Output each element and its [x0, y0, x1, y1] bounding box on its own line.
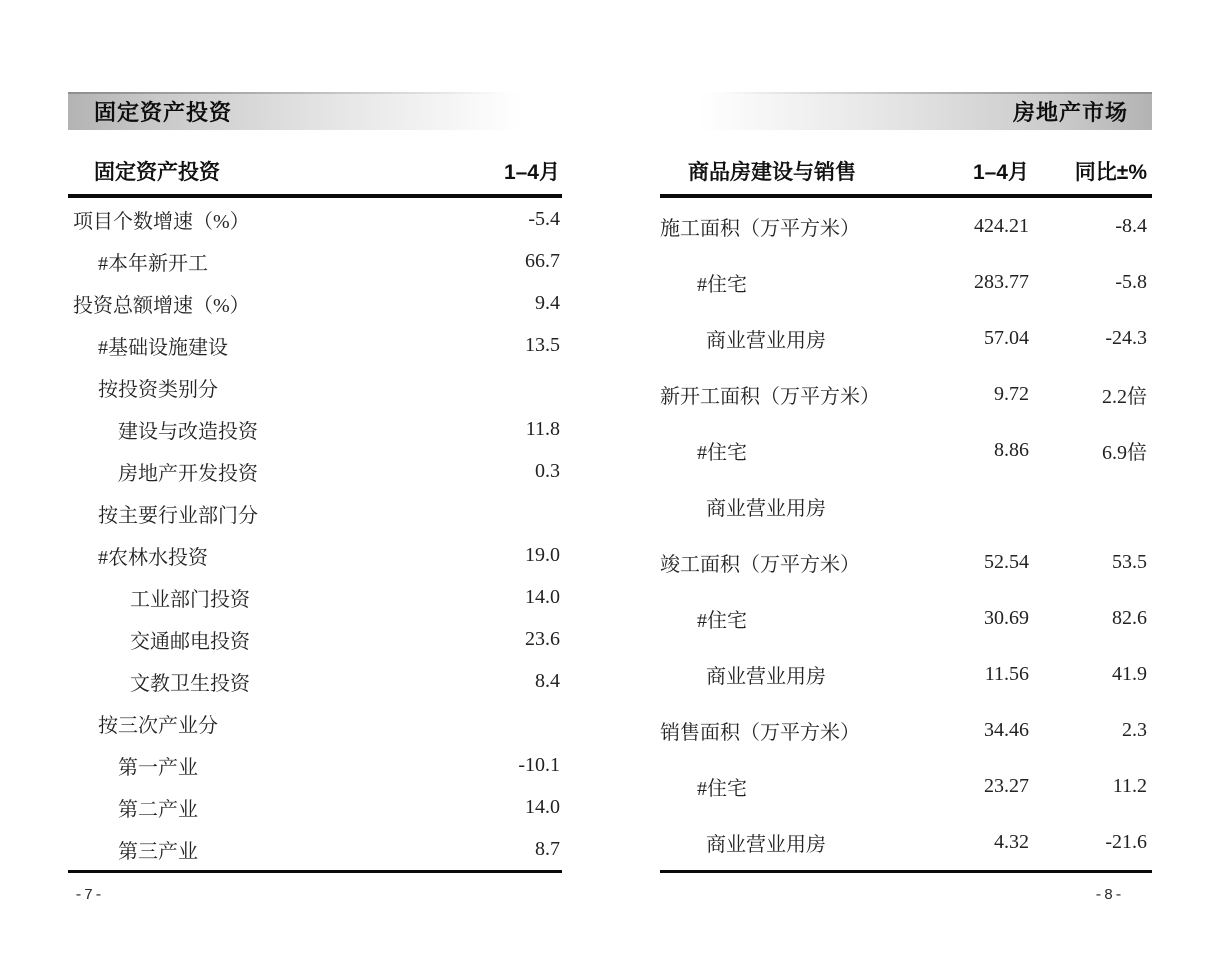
row-value-yoy: -21.6: [1105, 830, 1147, 853]
section-banner-left: [68, 92, 562, 130]
row-value-yoy: -5.8: [1115, 270, 1147, 293]
row-label: 交通邮电投资: [130, 630, 250, 653]
row-label: 文教卫生投资: [130, 672, 250, 695]
table-row: [68, 576, 562, 618]
row-value-yoy: -24.3: [1105, 326, 1147, 349]
row-label: 按三次产业分: [98, 714, 218, 737]
table-body-right: [660, 198, 1152, 873]
table-row: [68, 198, 562, 240]
row-value-period: 14.0: [525, 585, 560, 608]
row-label: 项目个数增速（%）: [73, 210, 250, 233]
row-value-period: 11.56: [984, 662, 1029, 685]
page-7: [68, 92, 562, 904]
row-label: 销售面积（万平方米）: [660, 721, 860, 744]
row-value-period: 23.6: [525, 627, 560, 650]
table-header-yoy: 同比±%: [1074, 161, 1147, 184]
row-value-period: 283.77: [974, 270, 1029, 293]
row-value-period: 66.7: [525, 249, 560, 272]
row-value-yoy: 53.5: [1112, 550, 1147, 573]
row-label: #基础设施建设: [98, 336, 228, 359]
table-header-right: [660, 152, 1152, 198]
table-row: [68, 534, 562, 576]
section-banner-right: [660, 92, 1152, 130]
row-value-period: -10.1: [518, 753, 560, 776]
row-label: #住宅: [697, 777, 747, 800]
table-row: [68, 492, 562, 534]
row-value-period: 34.46: [984, 718, 1029, 741]
row-label: 投资总额增速（%）: [73, 294, 250, 317]
table-row: [68, 828, 562, 870]
row-value-period: 4.32: [994, 830, 1029, 853]
table-row: [68, 450, 562, 492]
table-row: [68, 366, 562, 408]
table-row: [660, 254, 1152, 310]
table-row: [660, 310, 1152, 366]
row-value-period: 424.21: [974, 214, 1029, 237]
row-value-period: 57.04: [984, 326, 1029, 349]
row-value-period: 8.7: [535, 837, 560, 860]
table-row: [660, 758, 1152, 814]
row-value-period: -5.4: [528, 207, 560, 230]
row-value-period: 19.0: [525, 543, 560, 566]
row-label: 商业营业用房: [706, 497, 826, 520]
table-row: [660, 702, 1152, 758]
row-value-period: 52.54: [984, 550, 1029, 573]
table-row: [660, 366, 1152, 422]
section-banner-title: 房地产市场: [1012, 99, 1128, 125]
table-row: [68, 744, 562, 786]
row-label: 商业营业用房: [706, 665, 826, 688]
row-value-period: 9.72: [994, 382, 1029, 405]
table-row: [68, 408, 562, 450]
row-label: 商业营业用房: [706, 329, 826, 352]
table-row: [660, 478, 1152, 534]
row-value-period: 23.27: [984, 774, 1029, 797]
row-label: 竣工面积（万平方米）: [660, 553, 860, 576]
table-header-period: 1–4月: [503, 161, 560, 184]
row-value-period: 8.86: [994, 438, 1029, 461]
row-value-yoy: 2.3: [1122, 718, 1147, 741]
row-label: #本年新开工: [98, 252, 208, 275]
page-number: -8-: [1093, 887, 1124, 904]
row-label: 建设与改造投资: [118, 420, 258, 443]
table-row: [660, 422, 1152, 478]
row-value-yoy: -8.4: [1115, 214, 1147, 237]
row-label: 按投资类别分: [98, 378, 218, 401]
table-row: [68, 786, 562, 828]
row-value-period: 11.8: [525, 417, 560, 440]
row-label: 按主要行业部门分: [98, 504, 258, 527]
row-label: 第三产业: [118, 840, 198, 863]
table-row: [68, 618, 562, 660]
row-label: 第二产业: [118, 798, 198, 821]
row-value-period: 9.4: [535, 291, 560, 314]
table-header-label: 固定资产投资: [94, 161, 220, 184]
row-label: 工业部门投资: [130, 588, 250, 611]
table-row: [68, 702, 562, 744]
row-label: 房地产开发投资: [118, 462, 258, 485]
row-label: #农林水投资: [98, 546, 208, 569]
table-header-period: 1–4月: [972, 161, 1029, 184]
row-label: #住宅: [697, 273, 747, 296]
table-row: [660, 534, 1152, 590]
table-header-left: [68, 152, 562, 198]
table-row: [660, 590, 1152, 646]
table-row: [68, 324, 562, 366]
row-label: 新开工面积（万平方米）: [660, 385, 880, 408]
row-value-yoy: 41.9: [1112, 662, 1147, 685]
table-header-label: 商品房建设与销售: [688, 161, 856, 184]
table-row: [68, 660, 562, 702]
table-row: [660, 814, 1152, 870]
page-8: [660, 92, 1152, 904]
section-banner-title: 固定资产投资: [94, 99, 233, 125]
row-label: #住宅: [697, 609, 747, 632]
row-value-yoy: 2.2倍: [1102, 385, 1147, 408]
row-label: 第一产业: [118, 756, 198, 779]
row-label: 商业营业用房: [706, 833, 826, 856]
row-value-yoy: 11.2: [1112, 774, 1147, 797]
row-value-yoy: 6.9倍: [1102, 441, 1147, 464]
table-row: [660, 646, 1152, 702]
page-number: -7-: [74, 887, 105, 904]
row-value-yoy: 82.6: [1112, 606, 1147, 629]
table-body-left: [68, 198, 562, 873]
row-value-period: 30.69: [984, 606, 1029, 629]
row-label: 施工面积（万平方米）: [660, 217, 860, 240]
table-row: [68, 240, 562, 282]
table-row: [68, 282, 562, 324]
table-row: [660, 198, 1152, 254]
row-value-period: 13.5: [525, 333, 560, 356]
row-value-period: 14.0: [525, 795, 560, 818]
row-value-period: 0.3: [535, 459, 560, 482]
row-value-period: 8.4: [535, 669, 560, 692]
row-label: #住宅: [697, 441, 747, 464]
